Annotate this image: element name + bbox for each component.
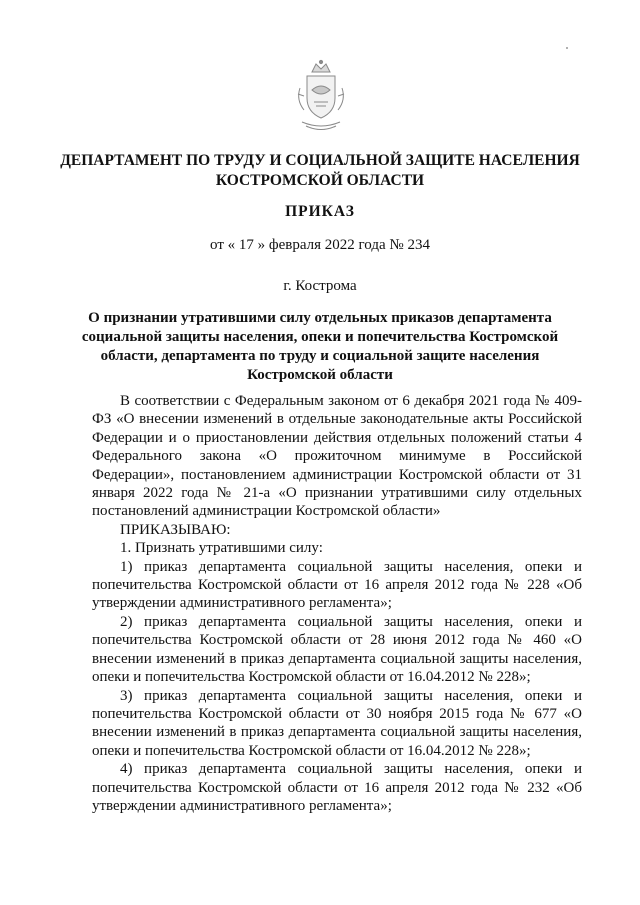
sub-item-1: 1) приказ департамента социальной защиты населения, опеки и попечительства Костромской области от 16 апреля 2012 года № 228 «Об утверждении административного регламента»; xyxy=(92,558,582,612)
scan-speck xyxy=(566,47,568,49)
department-title: ДЕПАРТАМЕНТ ПО ТРУДУ И СОЦИАЛЬНОЙ ЗАЩИТЕ НАСЕЛЕНИЯ КОСТРОМСКОЙ ОБЛАСТИ xyxy=(60,152,580,189)
preamble: В соответствии с Федеральным законом от 6 декабря 2021 года № 409-ФЗ «О внесении изменений в отдельные законодательные акты Российской Федерации и о приостановлении действия отдельных положений статьи 4 Федерального закона «О прожиточном минимуме в Российской Федерации», постановлением администрации Костромской области от 31 января 2022 года № 21-а «О признании утратившими силу отдельных постановлений администрации Костромской области» xyxy=(92,393,582,520)
document-type: ПРИКАЗ xyxy=(285,203,355,220)
sub-item-2: 2) приказ департамента социальной защиты населения, опеки и попечительства Костромской области от 28 июня 2012 года № 460 «О внесении изменений в приказ департамента социальной защиты населения, опеки и попечительства Костромской области от 16.04.2012 № 228»; xyxy=(92,613,582,686)
coat-of-arms-icon xyxy=(290,58,352,136)
sub-item-3: 3) приказ департамента социальной защиты населения, опеки и попечительства Костромской области от 30 ноября 2015 года № 677 «О внесении изменений в приказ департамента социальной защиты населения, опеки и попечительства Костромской области от 16.04.2012 № 228»; xyxy=(92,687,582,759)
order-date-number: от « 17 » февраля 2022 года № 234 xyxy=(210,237,430,253)
order-word: ПРИКАЗЫВАЮ: xyxy=(120,521,231,538)
city: г. Кострома xyxy=(283,278,357,294)
item-1: 1. Признать утратившими силу: xyxy=(120,540,323,557)
order-body xyxy=(92,392,582,815)
order-subject: О признании утратившими силу отдельных приказов департамента социальной защиты населения, опеки и попечительства Костромской области, департамента по труду и социальной защите населения Костромской области xyxy=(81,310,559,383)
sub-item-4: 4) приказ департамента социальной защиты населения, опеки и попечительства Костромской области от 16 апреля 2012 года № 232 «Об утверждении административного регламента»; xyxy=(92,761,582,814)
